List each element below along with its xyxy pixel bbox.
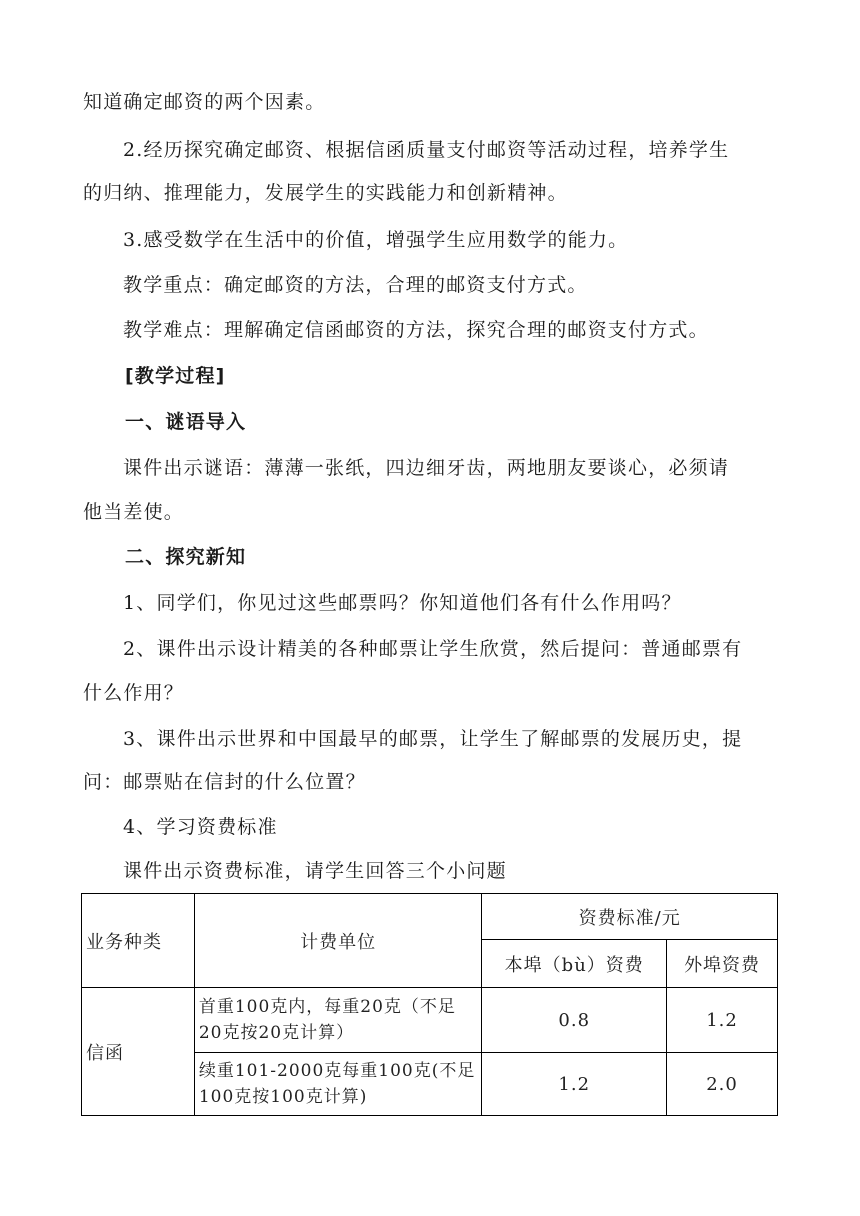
postage-fee-table bbox=[81, 893, 778, 1116]
step-3-line: 3、课件出示世界和中国最早的邮票，让学生了解邮票的发展历史，提 bbox=[123, 728, 743, 750]
step-1-line: 1、同学们，你见过这些邮票吗？你知道他们各有什么作用吗？ bbox=[123, 592, 682, 614]
row-type-letter: 信函 bbox=[82, 988, 195, 1116]
step-4-line: 4、学习资费标准 bbox=[123, 816, 278, 838]
header-billing-unit: 计费单位 bbox=[194, 894, 482, 988]
table-cell-nonlocal: 2.0 bbox=[667, 1053, 778, 1116]
instruction-line: 课件出示资费标准，请学生回答三个小问题 bbox=[123, 860, 507, 882]
header-fee-standard: 资费标准/元 bbox=[482, 894, 778, 940]
riddle-line: 课件出示谜语：薄薄一张纸，四边细牙齿，两地朋友要谈心，必须请 bbox=[123, 457, 730, 479]
section-heading-explore: 二、探究新知 bbox=[125, 546, 247, 568]
section-heading-process: [教学过程] bbox=[125, 365, 226, 387]
table-cell-local: 0.8 bbox=[482, 988, 667, 1053]
header-business-type: 业务种类 bbox=[82, 894, 195, 988]
paragraph-line: 知道确定邮资的两个因素。 bbox=[83, 91, 326, 113]
difficulty-line: 教学难点：理解确定信函邮资的方法，探究合理的邮资支付方式。 bbox=[123, 319, 709, 341]
table-cell-nonlocal: 1.2 bbox=[667, 988, 778, 1053]
paragraph-line: 的归纳、推理能力，发展学生的实践能力和创新精神。 bbox=[83, 182, 568, 204]
header-local-fee: 本埠（bù）资费 bbox=[482, 940, 667, 988]
paragraph-line: 他当差使。 bbox=[83, 501, 185, 523]
paragraph-line: 什么作用？ bbox=[83, 682, 185, 704]
table-cell-local: 1.2 bbox=[482, 1053, 667, 1116]
header-nonlocal-fee: 外埠资费 bbox=[667, 940, 778, 988]
key-point-line: 教学重点：确定邮资的方法，合理的邮资支付方式。 bbox=[123, 274, 588, 296]
paragraph-line: 问：邮票贴在信封的什么位置？ bbox=[83, 771, 366, 793]
objective-3-line: 3.感受数学在生活中的价值，增强学生应用数学的能力。 bbox=[123, 229, 629, 251]
table-cell-unit: 续重101-2000克每重100克(不足100克按100克计算) bbox=[194, 1053, 482, 1116]
table-cell-unit: 首重100克内，每重20克（不足20克按20克计算） bbox=[194, 988, 482, 1053]
objective-2-line: 2.经历探究确定邮资、根据信函质量支付邮资等活动过程，培养学生 bbox=[123, 139, 730, 161]
section-heading-riddle: 一、谜语导入 bbox=[125, 411, 247, 433]
step-2-line: 2、课件出示设计精美的各种邮票让学生欣赏，然后提问：普通邮票有 bbox=[123, 638, 743, 660]
